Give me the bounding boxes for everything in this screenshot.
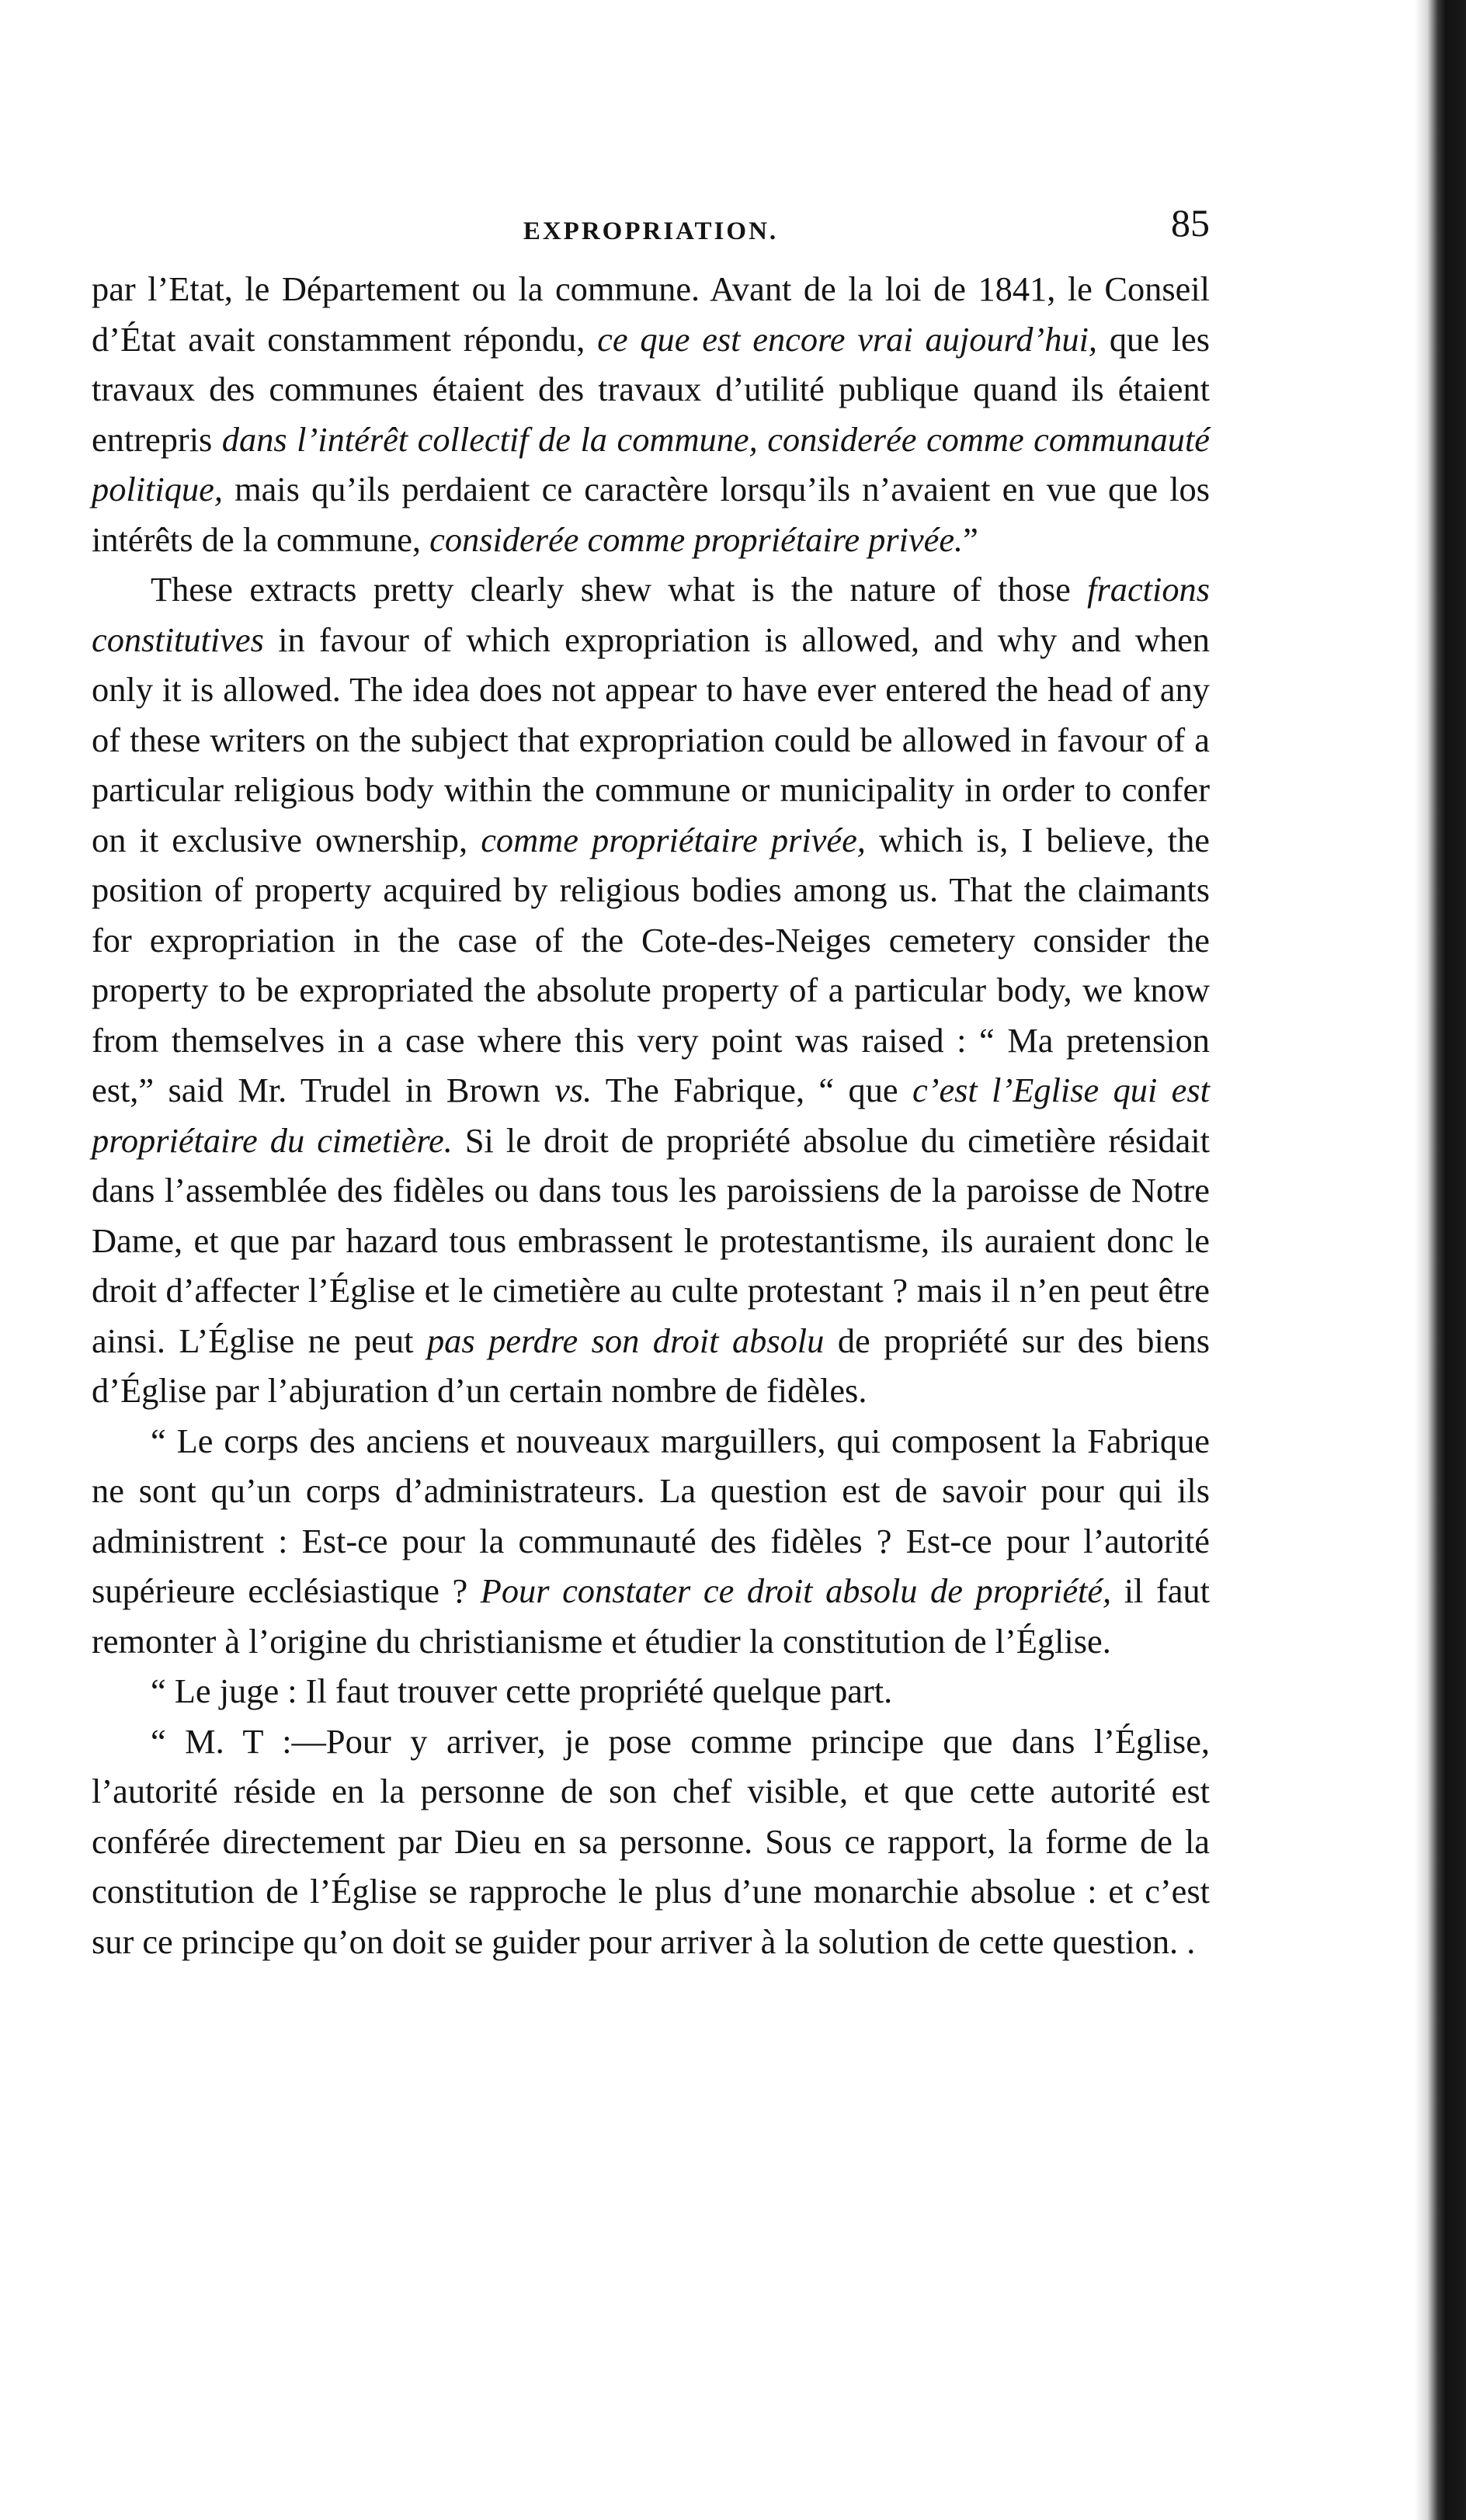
text-run: “ Le corps des anciens et nouveaux marguillers, qui composent la Fabrique ne sont qu’un corps d’administrateurs. La question est de savoir pour qui ils administrent : Est-ce pour la communauté des fidèles ? Est-ce pour l’autorité supérieure ecclésiastique ?: [92, 1421, 1210, 1610]
italic-run: Pour constater ce droit absolu de propriété,: [480, 1571, 1112, 1610]
text-run: “ Le juge : Il faut trouver cette propriété quelque part.: [151, 1671, 893, 1710]
italic-run: c’est l’Eglise qui est propriétaire du cimetière.: [92, 1071, 1210, 1160]
text-run: ”: [963, 519, 978, 559]
paragraph-1: [92, 264, 1210, 564]
running-title: EXPROPRIATION.: [523, 217, 779, 245]
text-run: These extracts pretty clearly shew what is the nature of those: [151, 570, 1088, 609]
italic-run: vs.: [554, 1071, 592, 1109]
page-number: 85: [1171, 201, 1210, 245]
text-run: in favour of which expropriation is allowed, and why and when only it is allowed. The idea does not appear to have ever entered the head of any of these writers on the subject that expropriation could be allowed in favour of a particular religious body within the commune or municipality in order to confer on it exclusive ownership,: [92, 620, 1210, 859]
italic-run: considerée comme propriétaire privée.: [429, 519, 964, 559]
book-page: [92, 179, 1210, 1966]
text-run: par l’Etat, le Département ou la commune. Avant de la loi de 1841, le Conseil d’État avait constamment répondu,: [92, 269, 1210, 359]
text-run: “ M. T :—Pour y arriver, je pose comme principe que dans l’Église, l’autorité réside en la personne de son chef visible, et que cette autorité est conférée directement par Dieu en sa personne. Sous ce rapport, la forme de la constitution de l’Église se rapproche le plus d’une monarchie absolue : et c’est sur ce principe qu’on doit se guider pour arriver à la solution de cette question. .: [92, 1721, 1210, 1961]
text-run: de propriété sur des biens d’Église par l’abjuration d’un certain nombre de fidèles.: [92, 1321, 1210, 1410]
paragraph-3: [92, 1416, 1210, 1667]
italic-run: fractions constitutives: [92, 570, 1210, 659]
text-run: mais qu’ils perdaient ce caractère lorsqu’ils n’avaient en vue que los intérêts de la commune,: [92, 470, 1210, 559]
text-run: que les travaux des communes étaient des travaux d’utilité publique quand ils étaient entrepris: [92, 319, 1211, 459]
paragraph-2: [92, 564, 1210, 1416]
running-head: [92, 179, 1210, 264]
text-run: Si le droit de propriété absolue du cimetière résidait dans l’assemblée des fidèles ou dans tous les paroissiens de la paroisse de Notre Dame, et que par hazard tous embrassent le protestantisme, ils auraient donc le droit d’affecter l’Église et le cimetière au culte protestant ? mais il n’en peut être ainsi. L’Église ne peut: [92, 1120, 1210, 1360]
text-run: which is, I believe, the position of property acquired by religious bodies among us. That the claimants for expropriation in the case of the Cote-des-Neiges cemetery consider the property to be expropriated the absolute property of a particular body, we know from themselves in a case where this very point was raised : “ Ma pretension est,” said Mr. Trudel in Brown: [92, 820, 1210, 1109]
italic-run: ce que est encore vrai aujourd’hui,: [597, 319, 1098, 359]
italic-run: comme propriétaire privée,: [481, 820, 866, 859]
body-text: [92, 264, 1210, 1966]
italic-run: pas perdre son droit absolu: [426, 1321, 825, 1360]
text-run: il faut remonter à l’origine du christianisme et étudier la constitution de l’Église.: [92, 1571, 1210, 1661]
paragraph-4: [92, 1666, 1210, 1716]
text-run: The Fabrique, “ que: [592, 1071, 912, 1109]
paragraph-5: [92, 1716, 1210, 1967]
scan-binding-edge: [1415, 0, 1466, 2520]
italic-run: dans l’intérêt collectif de la commune, considerée comme communauté politique,: [92, 419, 1210, 509]
